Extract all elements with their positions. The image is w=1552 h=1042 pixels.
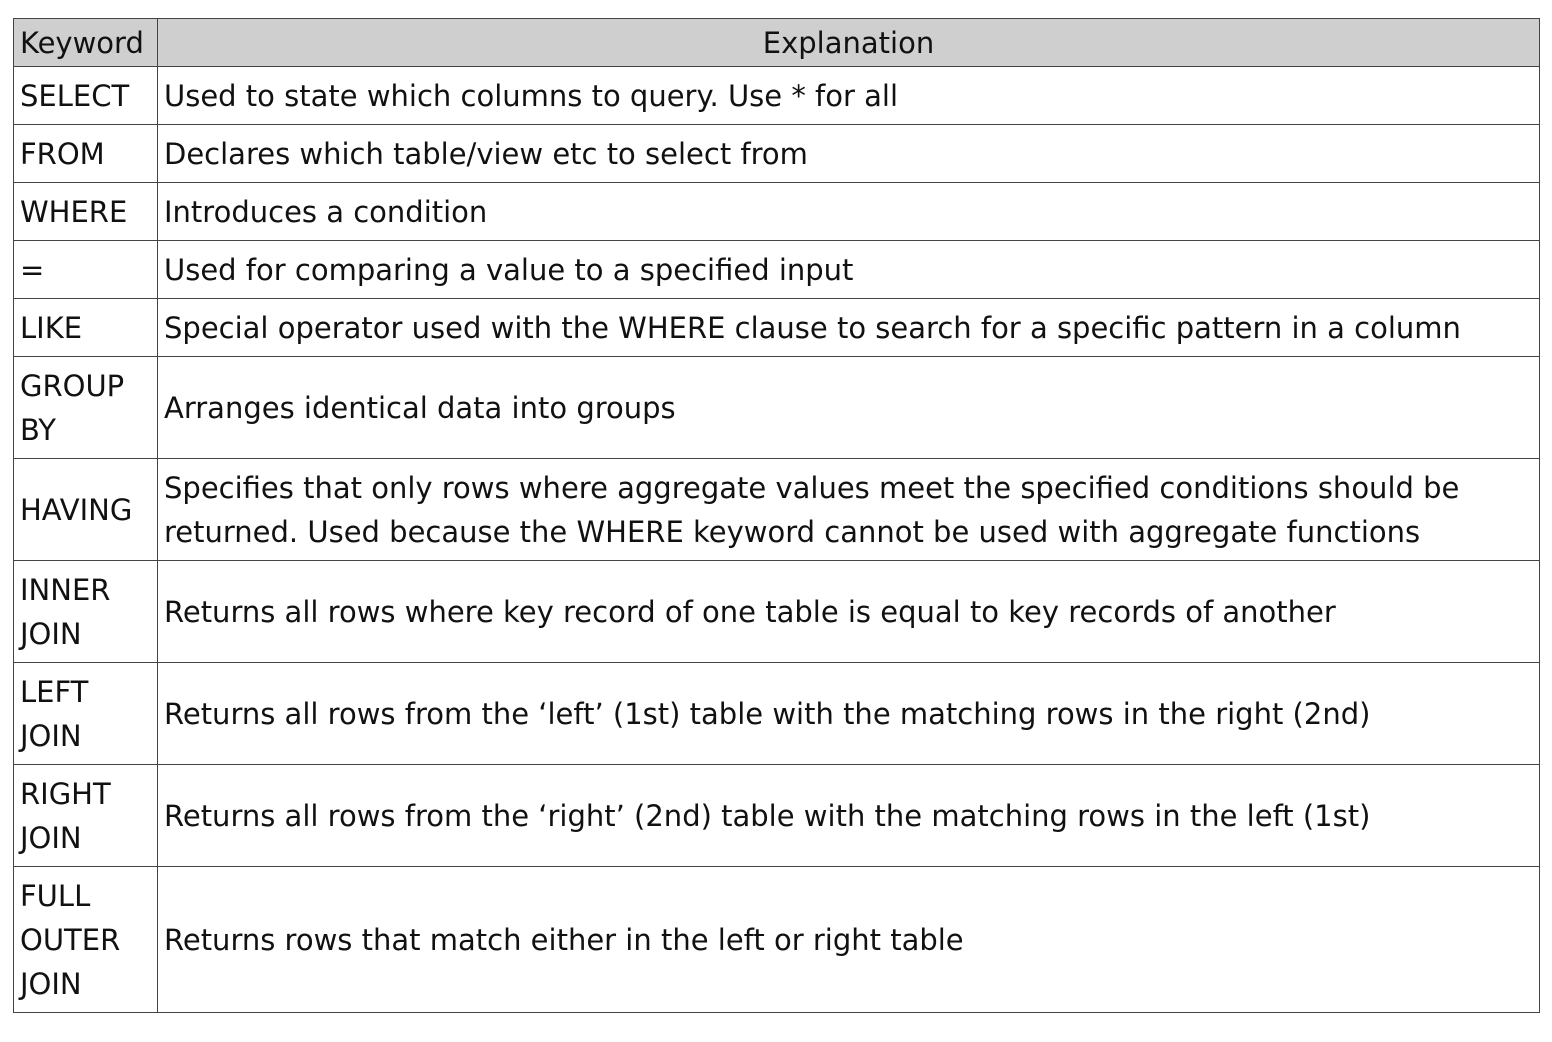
explanation-cell: Arranges identical data into groups xyxy=(158,357,1540,459)
explanation-cell: Declares which table/view etc to select from xyxy=(158,125,1540,183)
table-header-row xyxy=(14,19,1540,67)
keyword-cell: LEFT JOIN xyxy=(14,663,158,765)
sql-keywords-table xyxy=(13,18,1540,1013)
explanation-cell: Returns all rows where key record of one table is equal to key records of another xyxy=(158,561,1540,663)
table-row xyxy=(14,459,1540,561)
table-row xyxy=(14,125,1540,183)
table-row xyxy=(14,241,1540,299)
keyword-cell: INNER JOIN xyxy=(14,561,158,663)
keyword-cell: SELECT xyxy=(14,67,158,125)
keyword-cell: = xyxy=(14,241,158,299)
explanation-cell: Used for comparing a value to a specified input xyxy=(158,241,1540,299)
explanation-cell: Returns rows that match either in the left or right table xyxy=(158,867,1540,1013)
keyword-cell: WHERE xyxy=(14,183,158,241)
table-row xyxy=(14,67,1540,125)
explanation-cell: Specifies that only rows where aggregate values meet the specified conditions should be returned. Used because the WHERE keyword cannot be used with aggregate functions xyxy=(158,459,1540,561)
explanation-cell: Returns all rows from the ‘right’ (2nd) table with the matching rows in the left (1st) xyxy=(158,765,1540,867)
keyword-cell: FULL OUTER JOIN xyxy=(14,867,158,1013)
explanation-cell: Used to state which columns to query. Use * for all xyxy=(158,67,1540,125)
explanation-cell: Introduces a condition xyxy=(158,183,1540,241)
table-row xyxy=(14,183,1540,241)
explanation-cell: Returns all rows from the ‘left’ (1st) table with the matching rows in the right (2nd) xyxy=(158,663,1540,765)
table-row xyxy=(14,867,1540,1013)
header-explanation: Explanation xyxy=(158,19,1540,67)
keyword-cell: GROUP BY xyxy=(14,357,158,459)
table-row xyxy=(14,663,1540,765)
keyword-cell: RIGHT JOIN xyxy=(14,765,158,867)
explanation-cell: Special operator used with the WHERE clause to search for a specific pattern in a column xyxy=(158,299,1540,357)
header-keyword: Keyword xyxy=(14,19,158,67)
keyword-cell: LIKE xyxy=(14,299,158,357)
keyword-cell: HAVING xyxy=(14,459,158,561)
table-row xyxy=(14,299,1540,357)
table-row xyxy=(14,765,1540,867)
keyword-cell: FROM xyxy=(14,125,158,183)
table-row xyxy=(14,357,1540,459)
table-row xyxy=(14,561,1540,663)
